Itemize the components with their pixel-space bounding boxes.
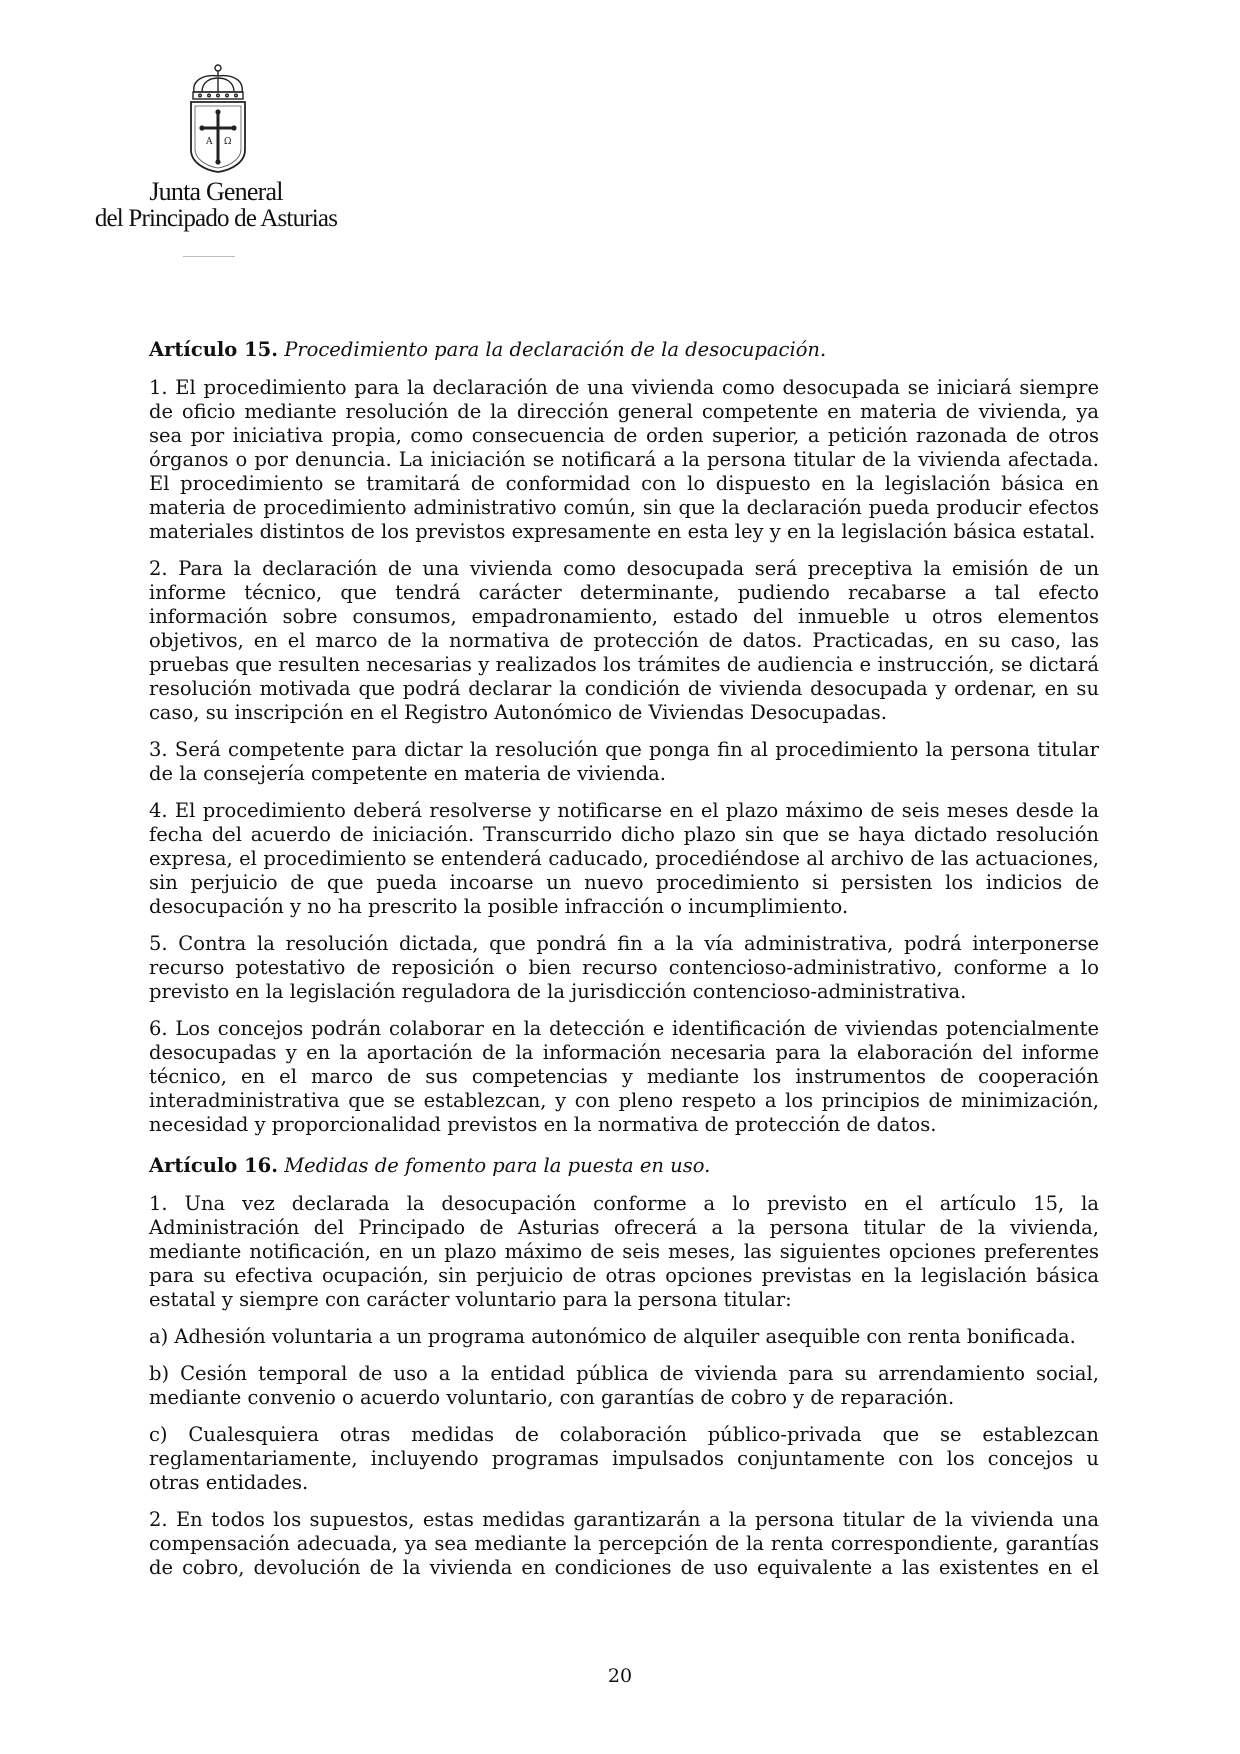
coat-of-arms-icon <box>182 62 254 174</box>
institution-name <box>86 178 346 232</box>
article-number: Artículo 15. <box>149 338 278 361</box>
paragraph: 6. Los concejos podrán colaborar en la detección e identificación de viviendas potencialmente desocupadas y en la aportación de la información necesaria para la elaboración del informe técnico, en el marco de sus competencias y mediante los instrumentos de cooperación interadministrativa que se establezcan, y con pleno respeto a los principios de minimización, necesidad y proporcionalidad previstos en la normativa de protección de datos. <box>149 1017 1099 1136</box>
paragraph: 1. Una vez declarada la desocupación conforme a lo previsto en el artículo 15, la Administración del Principado de Asturias ofrecerá a la persona titular de la vivienda, mediante notificación, en un plazo máximo de seis meses, las siguientes opciones preferentes para su efectiva ocupación, sin perjuicio de otras opciones previstas en la legislación básica estatal y siempre con carácter voluntario para la persona titular: <box>149 1192 1099 1311</box>
paragraph: 1. El procedimiento para la declaración de una vivienda como desocupada se iniciará siempre de oficio mediante resolución de la dirección general competente en materia de vivienda, ya sea por iniciativa propia, como consecuencia de orden superior, a petición razonada de otros órganos o por denuncia. La iniciación se notificará a la persona titular de la vivienda afectada. El procedimiento se tramitará de conformidad con lo dispuesto en la legislación básica en materia de procedimiento administrativo común, sin que la declaración pueda producir efectos materiales distintos de los previstos expresamente en esta ley y en la legislación básica estatal. <box>149 376 1099 543</box>
paragraph: 4. El procedimiento deberá resolverse y notificarse en el plazo máximo de seis meses desde la fecha del acuerdo de iniciación. Transcurrido dicho plazo sin que se haya dictado resolución expresa, el procedimiento se entenderá caducado, procediéndose al archivo de las actuaciones, sin perjuicio de que pueda incoarse un nuevo procedimiento si persisten los indicios de desocupación y no ha prescrito la posible infracción o incumplimiento. <box>149 799 1099 918</box>
list-item: c) Cualesquiera otras medidas de colaboración público-privada que se establezcan reglamentariamente, incluyendo programas impulsados conjuntamente con los concejos u otras entidades. <box>149 1423 1099 1494</box>
header-divider <box>183 256 235 257</box>
paragraph: 2. En todos los supuestos, estas medidas garantizarán a la persona titular de la vivienda una compensación adecuada, ya sea mediante la percepción de la renta correspondiente, garantías de cobro, devolución de la vivienda en condiciones de uso equivalente a las existentes en el <box>149 1508 1099 1579</box>
svg-text:A: A <box>206 137 213 147</box>
institution-line-2: del Principado de Asturias <box>94 205 338 232</box>
article-title: Procedimiento para la declaración de la desocupación. <box>284 338 827 361</box>
paragraph: 3. Será competente para dictar la resolución que ponga fin al procedimiento la persona titular de la consejería competente en materia de vivienda. <box>149 738 1099 785</box>
list-item: a) Adhesión voluntaria a un programa autonómico de alquiler asequible con renta bonificada. <box>149 1325 1076 1348</box>
paragraph: 2. Para la declaración de una vivienda como desocupada será preceptiva la emisión de un informe técnico, que tendrá carácter determinante, pudiendo recabarse a tal efecto información sobre consumos, empadronamiento, estado del inmueble u otros elementos objetivos, en el marco de la normativa de protección de datos. Practicadas, en su caso, las pruebas que resulten necesarias y realizados los trámites de audiencia e instrucción, se dictará resolución motivada que podrá declarar la condición de vivienda desocupada y ordenar, en su caso, su inscripción en el Registro Autonómico de Viviendas Desocupadas. <box>149 557 1099 724</box>
article-heading <box>149 338 1099 362</box>
svg-text:Ω: Ω <box>224 137 232 147</box>
article-heading <box>149 1154 1099 1178</box>
list-item: b) Cesión temporal de uso a la entidad pública de vivienda para su arrendamiento social, mediante convenio o acuerdo voluntario, con garantías de cobro y de reparación. <box>149 1362 1099 1409</box>
paragraph: 5. Contra la resolución dictada, que pondrá fin a la vía administrativa, podrá interponerse recurso potestativo de reposición o bien recurso contencioso-administrativo, conforme a lo previsto en la legislación reguladora de la jurisdicción contencioso-administrativa. <box>149 932 1099 1003</box>
page-number: 20 <box>607 1665 633 1687</box>
article-title: Medidas de fomento para la puesta en uso. <box>284 1154 711 1177</box>
institution-line-1: Junta General <box>149 177 283 206</box>
document-body <box>149 338 1099 1593</box>
article-number: Artículo 16. <box>149 1154 278 1177</box>
